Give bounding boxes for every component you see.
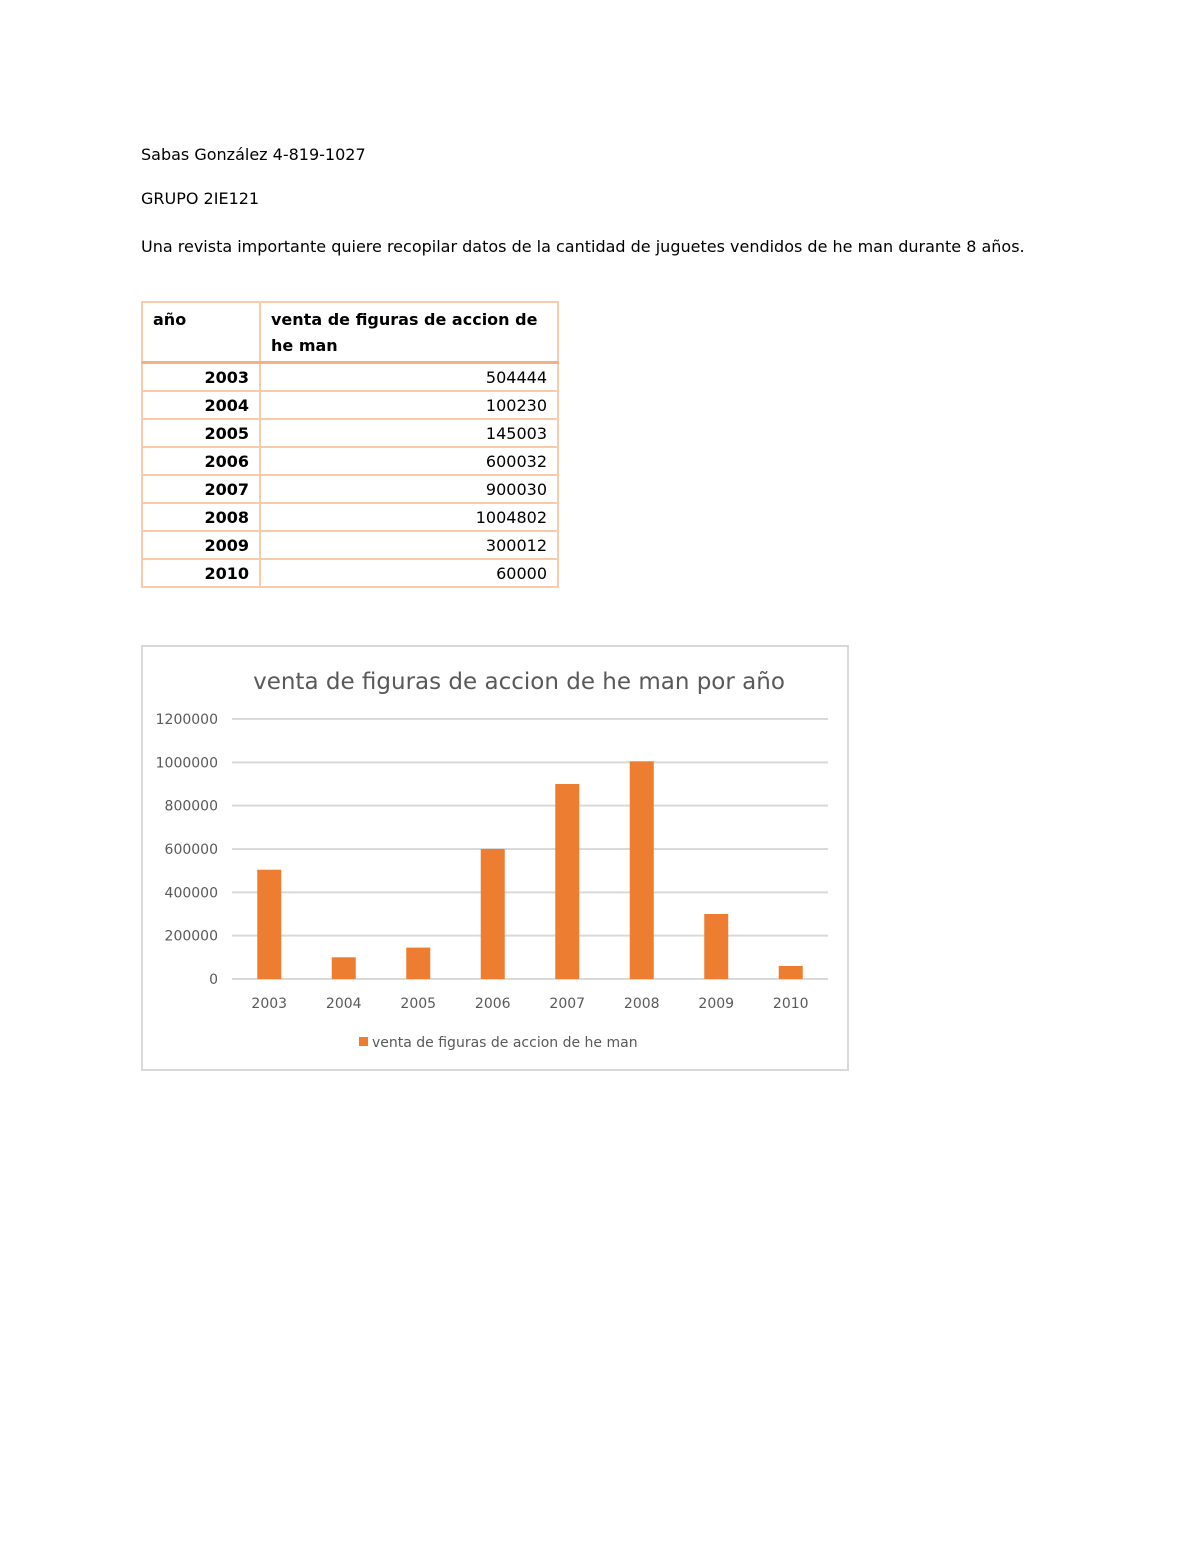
x-tick-label: 2006 [474, 996, 511, 1012]
group-line: GRUPO 2IE121 [141, 189, 260, 208]
bar-2007 [555, 784, 579, 979]
x-tick-label: 2005 [400, 996, 437, 1012]
cell-year: 2005 [142, 419, 260, 447]
table-row [142, 391, 558, 419]
y-tick-label: 1000000 [155, 755, 218, 772]
intro-paragraph: Una revista importante quiere recopilar datos de la cantidad de juguetes vendidos de he man durante 8 años. [141, 237, 1025, 256]
cell-sales: 300012 [260, 531, 558, 559]
cell-year: 2009 [142, 531, 260, 559]
cell-year: 2010 [142, 559, 260, 587]
chart-title: venta de figuras de accion de he man por año [253, 669, 785, 695]
y-tick-label: 200000 [164, 928, 218, 945]
cell-sales: 900030 [260, 475, 558, 503]
bar-2009 [704, 914, 728, 979]
y-tick-label: 0 [209, 972, 218, 988]
table-row [142, 559, 558, 587]
bar-2004 [332, 957, 356, 979]
bar-2008 [630, 761, 654, 979]
table-row [142, 475, 558, 503]
cell-year: 2007 [142, 475, 260, 503]
x-tick-label: 2004 [325, 996, 362, 1012]
table-row [142, 419, 558, 447]
cell-sales: 145003 [260, 419, 558, 447]
table-header-row [142, 302, 558, 363]
cell-year: 2006 [142, 447, 260, 475]
cell-year: 2004 [142, 391, 260, 419]
x-tick-label: 2003 [251, 996, 288, 1012]
y-tick-label: 600000 [164, 842, 218, 858]
header-sales: venta de figuras de accion de he man [260, 302, 558, 363]
table-row [142, 447, 558, 475]
y-tick-label: 800000 [164, 798, 218, 815]
x-tick-label: 2010 [772, 996, 809, 1012]
legend-swatch [359, 1037, 368, 1046]
table-row [142, 531, 558, 559]
cell-sales: 60000 [260, 559, 558, 587]
x-tick-label: 2007 [549, 996, 586, 1012]
y-tick-label: 1200000 [155, 712, 218, 728]
bar-2005 [406, 948, 430, 979]
legend-label: venta de figuras de accion de he man [372, 1035, 638, 1051]
cell-sales: 1004802 [260, 503, 558, 531]
table-row [142, 503, 558, 531]
x-tick-label: 2009 [698, 996, 735, 1012]
bar-chart [143, 647, 847, 1069]
cell-sales: 600032 [260, 447, 558, 475]
chart-container [141, 645, 849, 1071]
bar-2010 [779, 966, 803, 979]
cell-year: 2008 [142, 503, 260, 531]
bar-2003 [257, 870, 281, 979]
header-year: año [142, 302, 260, 363]
x-tick-label: 2008 [623, 996, 660, 1012]
cell-sales: 504444 [260, 363, 558, 392]
table-row [142, 363, 558, 392]
y-tick-label: 400000 [164, 885, 218, 902]
sales-table [141, 301, 559, 588]
cell-sales: 100230 [260, 391, 558, 419]
author-line: Sabas González 4-819-1027 [141, 145, 366, 164]
bar-2006 [481, 849, 505, 979]
cell-year: 2003 [142, 363, 260, 392]
